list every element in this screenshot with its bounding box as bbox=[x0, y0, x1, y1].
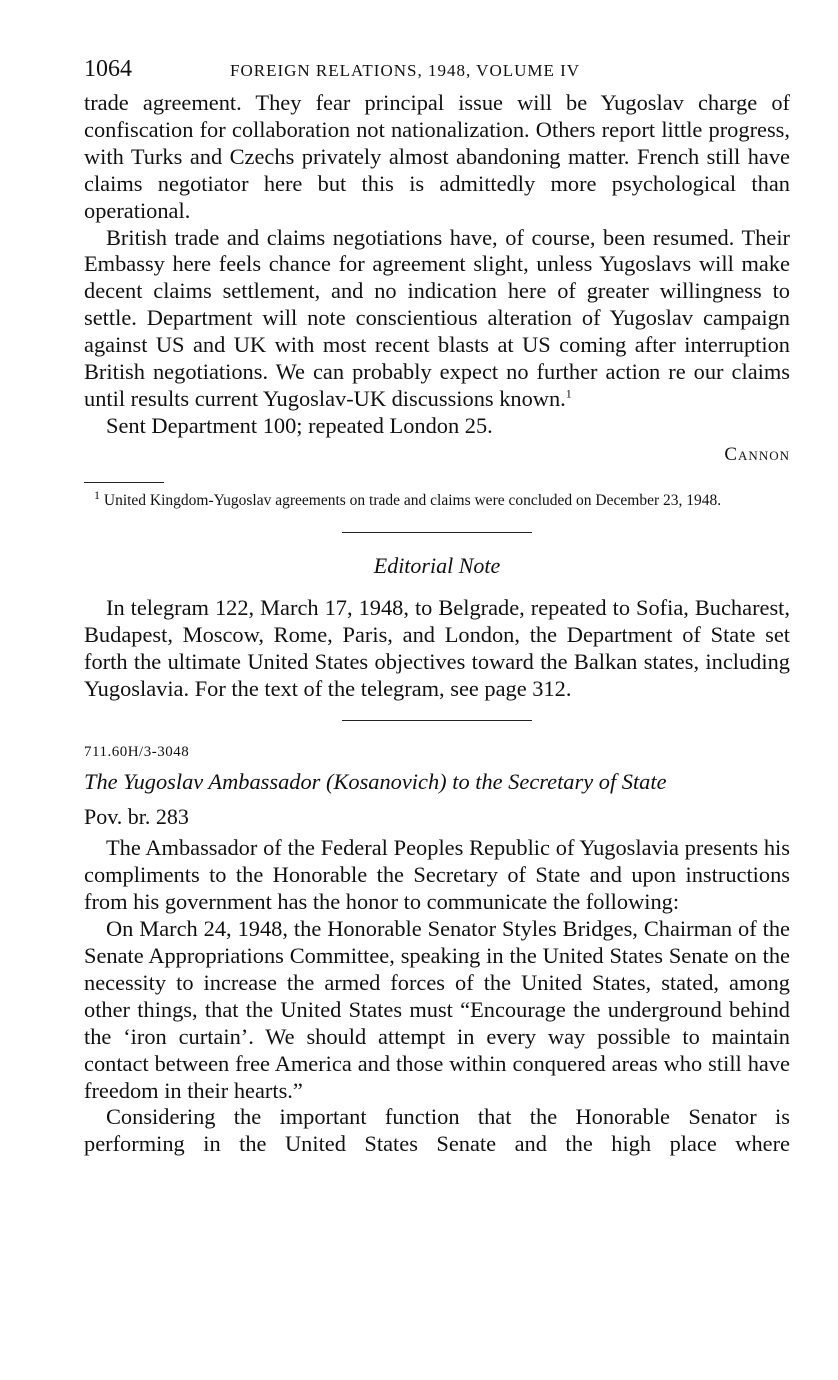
footnote bbox=[84, 487, 790, 510]
page-header bbox=[84, 56, 790, 84]
signature: Cannon bbox=[724, 443, 790, 465]
document-reference: Pov. br. 283 bbox=[84, 804, 189, 830]
section-divider-2 bbox=[342, 720, 532, 721]
telegram-continuation bbox=[84, 90, 790, 468]
document-body bbox=[84, 835, 790, 1158]
file-reference: 711.60H/3-3048 bbox=[84, 744, 190, 761]
footnote-marker: 1 bbox=[94, 487, 100, 502]
footnote-reference: 1 bbox=[565, 386, 572, 401]
section-divider-1 bbox=[342, 532, 532, 533]
editorial-note-text: In telegram 122, March 17, 1948, to Belgrade, repeated to Sofia, Bucharest, Budapest, Moscow, Rome, Paris, and London, the Department of State set forth the ultimate United States objectives toward the Balkan states, including Yugoslavia. For the text of the telegram, see page 312. bbox=[84, 594, 790, 701]
running-head: FOREIGN RELATIONS, 1948, VOLUME IV bbox=[230, 61, 581, 80]
document-paragraph-1: The Ambassador of the Federal Peoples Republic of Yugoslavia presents his compliments to the Honorable the Secretary of State and upon instructions from his government has the honor to communicate the following: bbox=[84, 835, 790, 915]
telegram-paragraph-1: trade agreement. They fear principal issue will be Yugoslav charge of confiscation for collaboration not nationalization. Others report little progress, with Turks and Czechs privately almost abandoning matter. French still have claims negotiator here but this is admittedly more psychological than operational. bbox=[84, 90, 790, 223]
editorial-note-title: Editorial Note bbox=[373, 552, 501, 578]
footnote-text: United Kingdom-Yugoslav agreements on trade and claims were concluded on December 23, 1948. bbox=[103, 491, 722, 509]
page-number: 1064 bbox=[84, 56, 132, 82]
telegram-paragraph-2 bbox=[84, 225, 790, 413]
document-paragraph-3: Considering the important function that the Honorable Senator is performing in the United States Senate and the high place where bbox=[84, 1104, 790, 1157]
document-page bbox=[84, 56, 790, 1158]
document-paragraph-2: On March 24, 1948, the Honorable Senator Styles Bridges, Chairman of the Senate Appropriations Committee, speaking in the United States Senate on the necessity to increase the armed forces of the United States, stated, among other things, that the United States must “Encourage the underground behind the ‘iron curtain’. We should attempt in every way possible to maintain contact between free America and those within conquered areas who still have freedom in their hearts.” bbox=[84, 916, 790, 1103]
footnote-rule bbox=[84, 482, 164, 483]
document-title: The Yugoslav Ambassador (Kosanovich) to the Secretary of State bbox=[84, 769, 667, 795]
telegram-paragraph-2-text: British trade and claims negotiations have, of course, been resumed. Their Embassy here feels chance for agreement slight, unless Yugoslavs will make decent claims settlement, and no indication here of greater willingness to settle. Department will note conscientious alteration of Yugoslav campaign against US and UK with most recent blasts at US coming after interruption British negotiations. We can probably expect no further action re our claims until results current Yugoslav-UK discussions known. bbox=[84, 224, 790, 411]
telegram-paragraph-3: Sent Department 100; repeated London 25. bbox=[106, 412, 493, 438]
